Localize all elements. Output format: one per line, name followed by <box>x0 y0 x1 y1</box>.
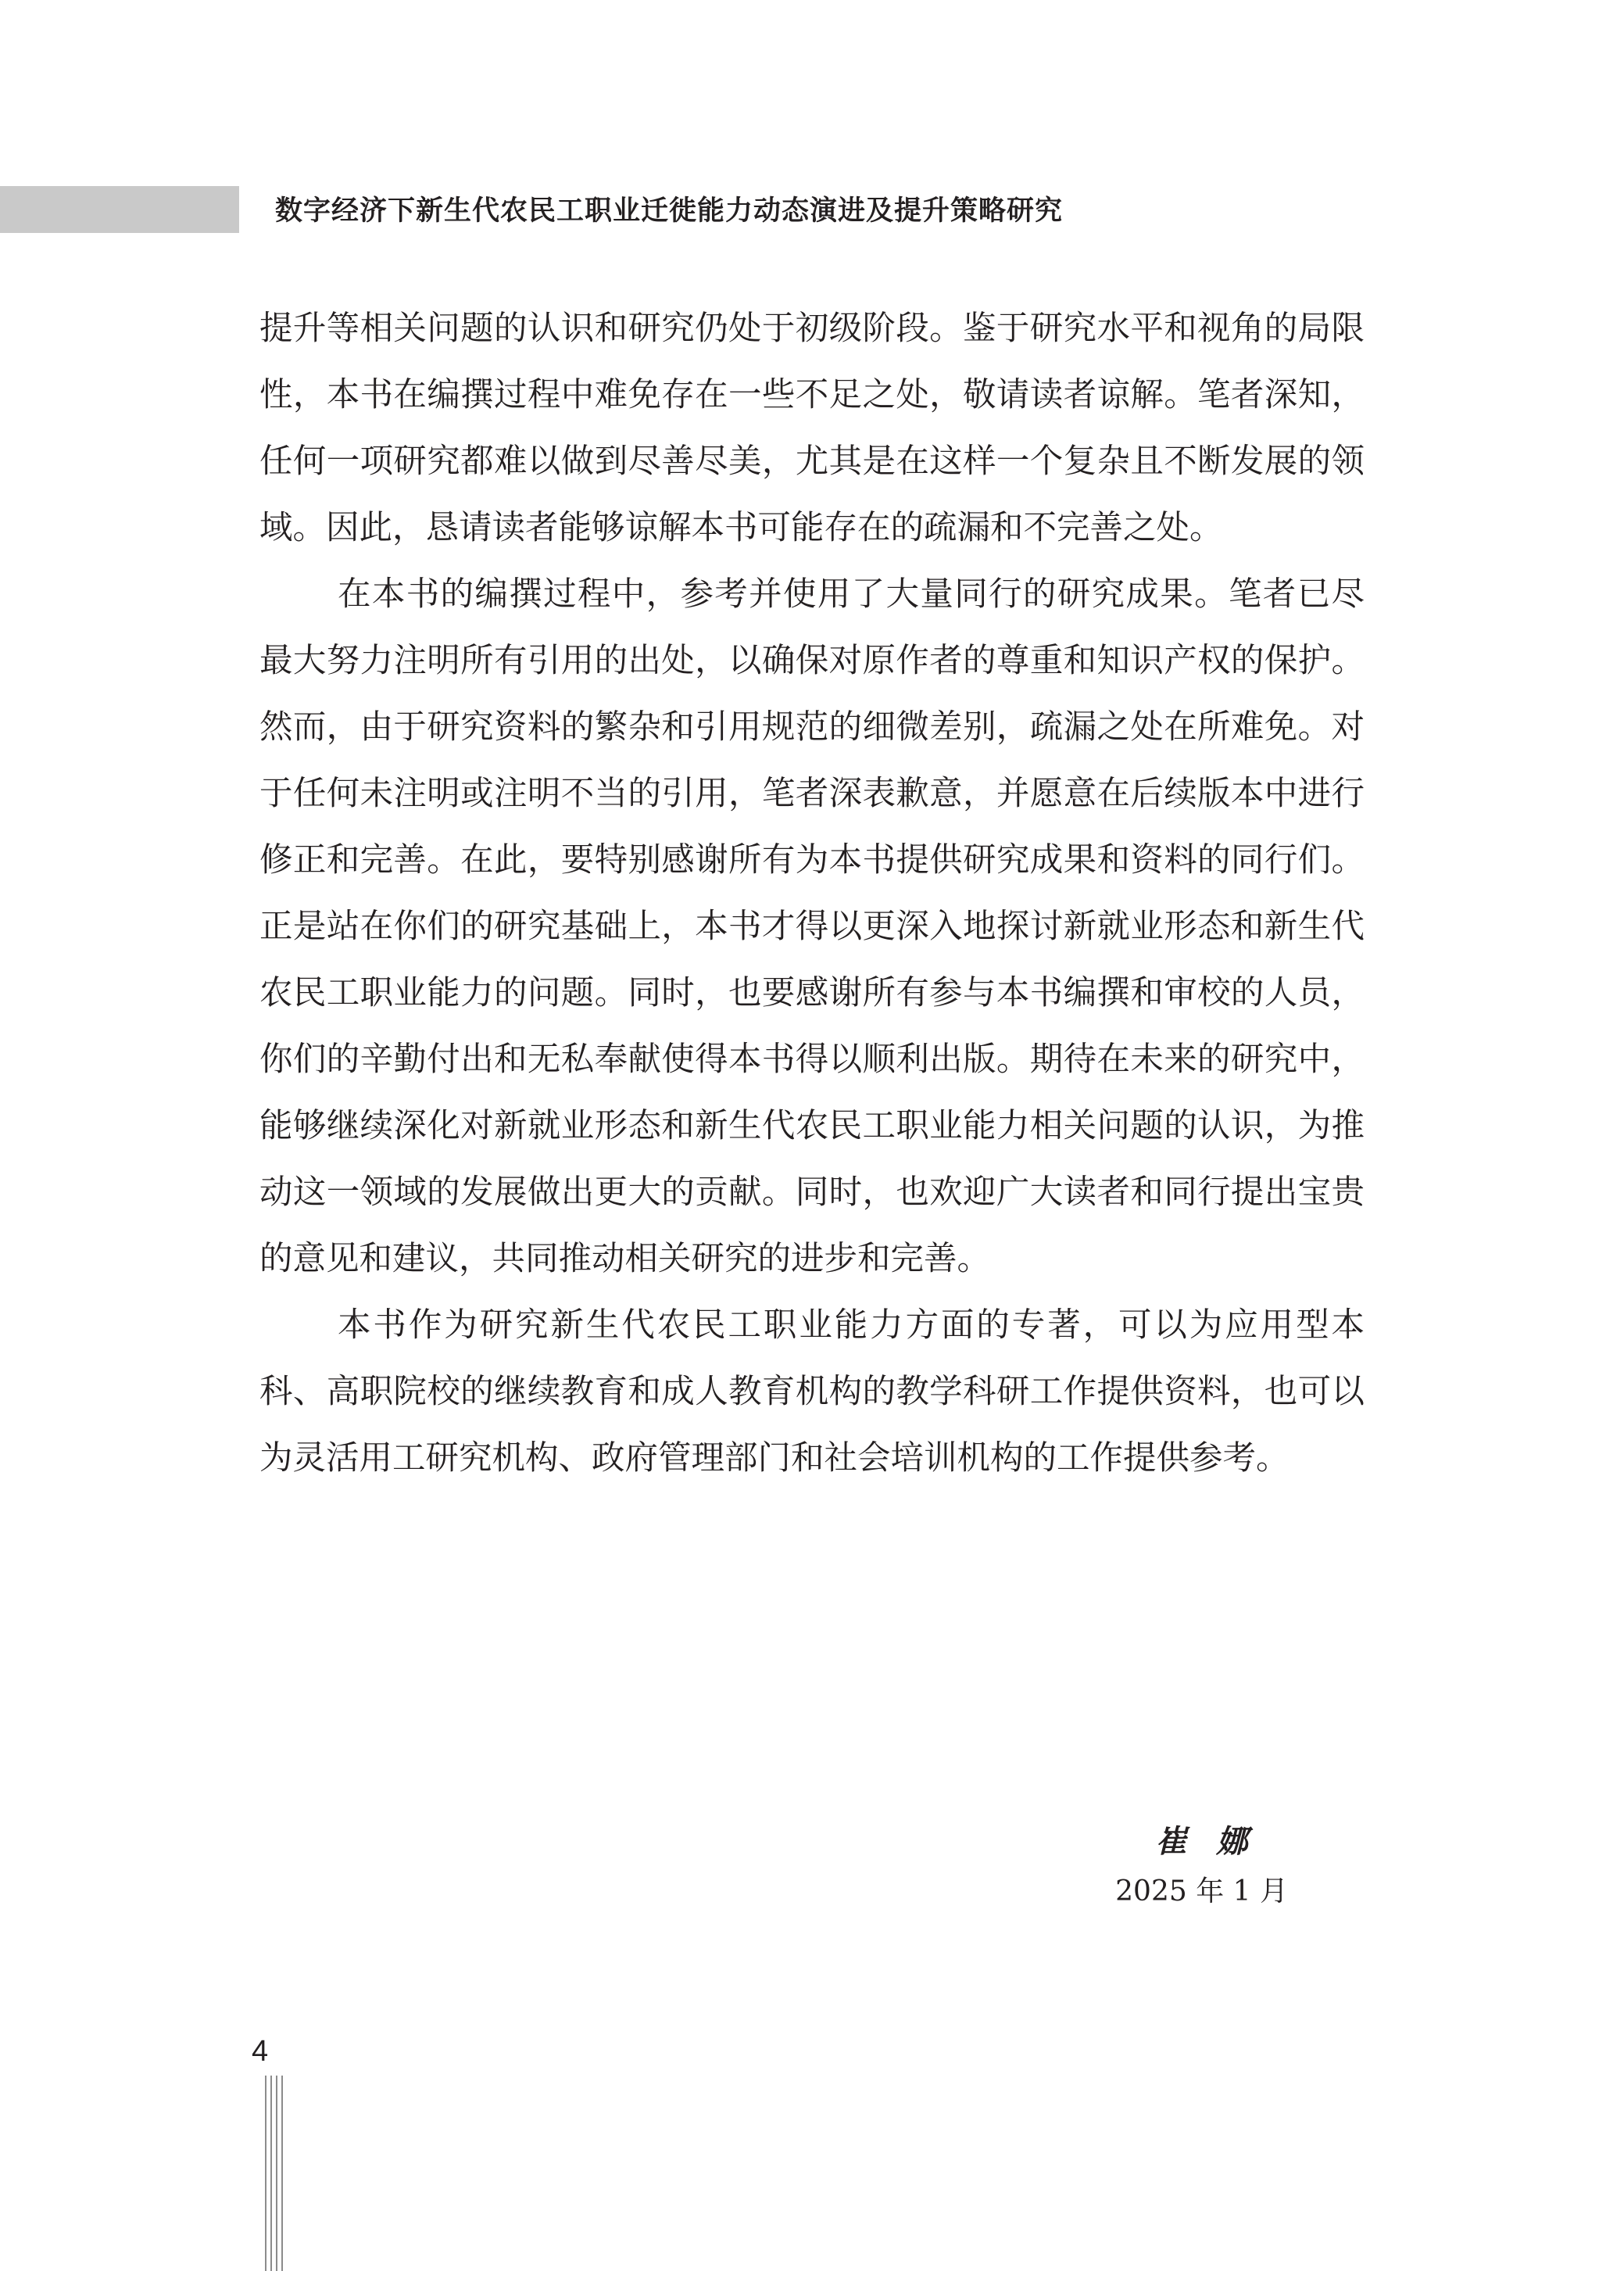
running-header-title: 数字经济下新生代农民工职业迁徙能力动态演进及提升策略研究 <box>275 195 1064 227</box>
paragraph-2: 在本书的编撰过程中，参考并使用了大量同行的研究成果。笔者已尽最大努力注明所有引用的出处，以确保对原作者的尊重和知识产权的保护。然而，由于研究资料的繁杂和引用规范的细微差别，疏漏之处在所难免。对于任何未注明或注明不当的引用，笔者深表歉意，并愿意在后续版本中进行修正和完善。在此，要特别感谢所有为本书提供研究成果和资料的同行们。正是站在你们的研究基础上，本书才得以更深入地探讨新就业形态和新生代农民工职业能力的问题。同时，也要感谢所有参与本书编撰和审校的人员，你们的辛勤付出和无私奉献使得本书得以顺利出版。期待在未来的研究中，能够继续深化对新就业形态和新生代农民工职业能力相关问题的认识，为推动这一领域的发展做出更大的贡献。同时，也欢迎广大读者和同行提出宝贵的意见和建议，共同推动相关研究的进步和完善。 <box>259 575 1365 1278</box>
author-name: 崔娜 <box>1155 1824 1278 1860</box>
header-gray-band <box>0 186 239 233</box>
paragraph-1: 提升等相关问题的认识和研究仍处于初级阶段。鉴于研究水平和视角的局限性，本书在编撰过程中难免存在一些不足之处，敬请读者谅解。笔者深知，任何一项研究都难以做到尽善尽美，尤其是在这样一个复杂且不断发展的领域。因此，恳请读者能够谅解本书可能存在的疏漏和不完善之处。 <box>259 310 1365 547</box>
paragraph-3: 本书作为研究新生代农民工职业能力方面的专著，可以为应用型本科、高职院校的继续教育和成人教育机构的教学科研工作提供资料，也可以为灵活用工研究机构、政府管理部门和社会培训机构的工作提供参考。 <box>259 1306 1365 1478</box>
page-number: 4 <box>252 2035 269 2068</box>
margin-decorative-rules <box>265 2076 287 2271</box>
signature-block <box>1115 1820 1288 1914</box>
signature-date: 2025 年 1 月 <box>1115 1875 1288 1907</box>
body-text <box>259 296 1365 1492</box>
